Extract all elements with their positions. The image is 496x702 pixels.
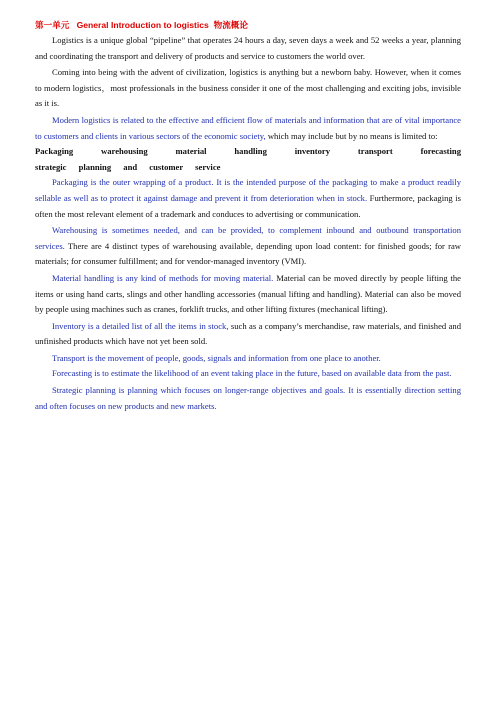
packaging-rest: Furthermore, packaging is often the most relevant element of a trademark and conduces to advertising or communication. [35, 192, 461, 219]
terms-list-line2: strategic planning and customer service [35, 161, 221, 172]
material-handling-rest: Material can be moved directly by people lifting the items or using hand carts, slings and other handling accessories (manual lifting and handling). Material can also be moved by people using machines such as cranes, forklift trucks, and other lifting fixtures (mechanical lifting). [35, 272, 461, 315]
paragraph-history: Coming into being with the advent of civilization, logistics is anything but a newborn baby. However, when it comes to modern logistics，most professionals in the business consider it one of the most challenging and exciting jobs, invisible as it is. [35, 67, 461, 109]
inventory-definition: Inventory is a detailed list of all the items in stock, [52, 320, 229, 331]
packaging-definition: Packaging is the outer wrapping of a product. It is the intended purpose of the packaging to make a product readily sellable as well as to protect it against damage and prevent it from deterioration when in stock. [35, 177, 461, 203]
paragraph-strategic-planning: Strategic planning is planning which focuses on longer-range objectives and goals. It is essentially direction setting and often focuses on new products and new markets. [35, 385, 461, 411]
unit-heading [35, 18, 461, 32]
paragraph-packaging [35, 175, 461, 222]
unit-title: General Introduction to logistics [76, 20, 209, 30]
paragraph-transport: Transport is the movement of people, goods, signals and information from one place to another. [52, 352, 381, 363]
warehousing-rest: There are 4 distinct types of warehousing available, depending upon load content: for finished goods; for raw materials; for consumer fulfillment; and for vendor-managed inventory (VMI). [35, 240, 461, 267]
unit-title-cn: 物流概论 [213, 20, 248, 30]
paragraph-forecasting: Forecasting is to estimate the likelihood of an event taking place in the future, based on available data from the past. [52, 368, 452, 379]
modern-logistics-rest: which may include but by no means is limited to: [265, 130, 438, 141]
paragraph-intro: Logistics is a unique global “pipeline” that operates 24 hours a day, seven days a week and 52 weeks a year, planning and coordinating the transport and delivery of products and service to customers the world over. [35, 35, 461, 61]
warehousing-definition: Warehousing is sometimes needed, and can be provided, to complement inbound and outbound transportation services. [35, 225, 461, 251]
material-handling-definition: Material handling is any kind of methods for moving material. [52, 272, 274, 283]
document-page [35, 18, 461, 414]
modern-logistics-definition: Modern logistics is related to the effective and efficient flow of materials and information that are of vital importance to customers and clients in various sectors of the economic society, [35, 114, 461, 141]
paragraph-material-handling [35, 271, 461, 318]
paragraph-inventory [35, 319, 461, 350]
terms-list-line1: Packaging warehousing material handling inventory transport forecasting [35, 146, 461, 157]
paragraph-modern-logistics [35, 113, 461, 144]
unit-number: 第一单元 [35, 20, 70, 30]
inventory-rest: such as a company’s merchandise, raw materials, and finished and unfinished products which have not yet been sold. [35, 320, 461, 347]
paragraph-warehousing [35, 223, 461, 270]
